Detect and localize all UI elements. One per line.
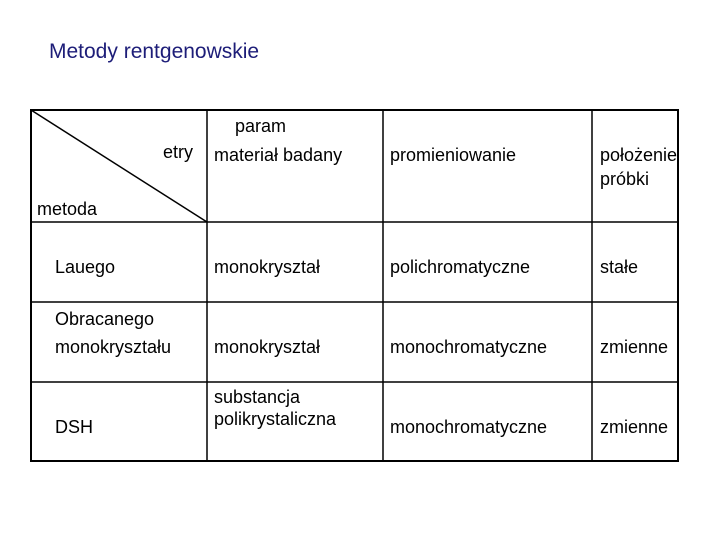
row3-method: DSH	[55, 417, 94, 437]
header-sample-position-line2: próbki	[600, 169, 650, 189]
header-sample-position-line1: położenie	[600, 145, 678, 165]
header-radiation: promieniowanie	[390, 145, 517, 165]
row2-position: zmienne	[600, 337, 669, 357]
row2-method-line2: monokryształu	[55, 337, 172, 357]
row3-material-line2: polikrystaliczna	[214, 409, 337, 429]
row2-radiation: monochromatyczne	[390, 337, 548, 357]
header-param-label-part1: param	[235, 116, 287, 136]
row3-material-line1: substancja	[214, 387, 301, 407]
row2-material: monokryształ	[214, 337, 321, 357]
page-title: Metody rentgenowskie	[49, 40, 260, 63]
header-material: materiał badany	[214, 145, 343, 165]
row2-method-line1: Obracanego	[55, 309, 155, 329]
row3-position: zmienne	[600, 417, 669, 437]
row1-method: Lauego	[55, 257, 116, 277]
row3-radiation: monochromatyczne	[390, 417, 548, 437]
row1-radiation: polichromatyczne	[390, 257, 531, 277]
row1-position: stałe	[600, 257, 639, 277]
header-param-label-part2: etry	[163, 142, 194, 162]
header-method-label: metoda	[37, 199, 98, 219]
row1-material: monokryształ	[214, 257, 321, 277]
